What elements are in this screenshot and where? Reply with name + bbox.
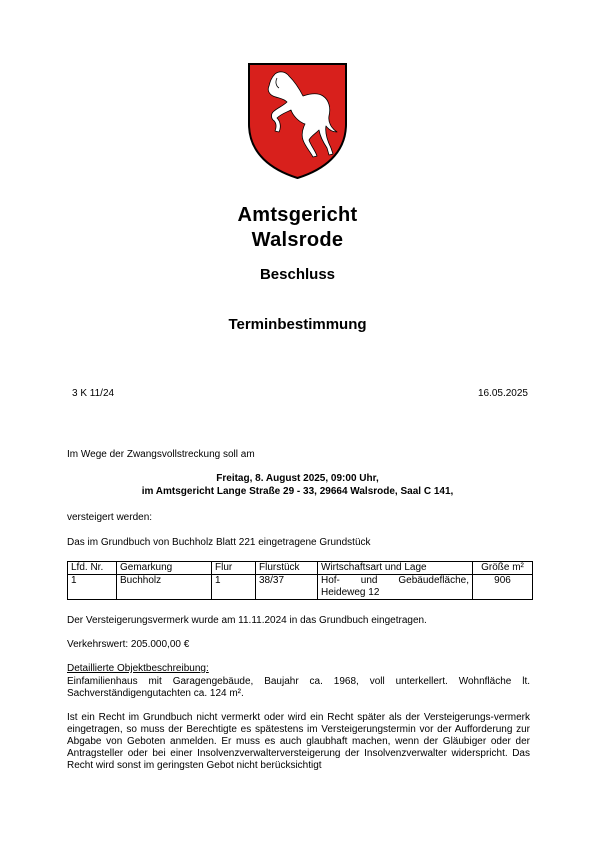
coat-of-arms-icon [247, 62, 348, 180]
court-name-line1: Amtsgericht [237, 204, 358, 226]
cell-wirtschaftsart-line1: Hof- und Gebäudefläche, [321, 575, 469, 586]
cell-wirtschaftsart-line2: Heideweg 12 [321, 587, 380, 598]
vermerk-text: Der Versteigerungsvermerk wurde am 11.11.2024 in das Grundbuch eingetragen. [67, 615, 427, 626]
table-header-row [68, 562, 533, 575]
column-header: Lfd. Nr. [68, 562, 117, 575]
rights-text: Ist ein Recht im Grundbuch nicht vermerkt oder wird ein Recht später als der Versteigerungs-vermerk eingetragen, so muss der Berechtigte es spätestens im Versteigerungstermin vor der Aufforderung zur Abgabe von Geboten anmelden. Er muss es auch glaubhaft machen, wenn der Gläubiger oder der Antragsteller oder bei einer Insolvenzverwalterversteigerung der Insolvenzverwalter widerspricht. Das Recht wird sonst im geringsten Gebot nicht berücksichtigt [67, 712, 530, 771]
property-table [67, 561, 533, 600]
column-header: Wirtschaftsart und Lage [318, 562, 473, 575]
file-number: 3 K 11/24 [72, 388, 115, 399]
column-header: Gemarkung [117, 562, 212, 575]
appointment-location: im Amtsgericht Lange Straße 29 - 33, 29664 Walsrode, Saal C 141, [141, 486, 454, 497]
court-name-line2: Walsrode [251, 229, 344, 251]
description-heading: Detaillierte Objektbeschreibung: [67, 663, 209, 674]
verkehrswert: Verkehrswert: 205.000,00 € [67, 639, 190, 650]
column-header: Größe m² [473, 562, 533, 575]
document-date: 16.05.2025 [477, 388, 528, 399]
table-row [68, 575, 533, 600]
cell-nr: 1 [68, 575, 117, 600]
description-text: Einfamilienhaus mit Garagengebäude, Baujahr ca. 1968, voll unterkellert. Wohnfläche lt. Sachverständigengutachten ca. 124 m². [67, 676, 530, 699]
appointment-date: Freitag, 8. August 2025, 09:00 Uhr, [216, 473, 379, 484]
cell-flur: 1 [212, 575, 256, 600]
cell-groesse: 906 [473, 575, 533, 600]
auction-text: versteigert werden: [67, 512, 153, 523]
register-text: Das im Grundbuch von Buchholz Blatt 221 eingetragene Grundstück [67, 537, 371, 548]
document-type: Beschluss [259, 266, 336, 283]
column-header: Flur [212, 562, 256, 575]
intro-text: Im Wege der Zwangsvollstreckung soll am [67, 449, 255, 460]
cell-gemarkung: Buchholz [117, 575, 212, 600]
cell-flurstueck: 38/37 [256, 575, 318, 600]
cell-wirtschaftsart [318, 575, 473, 600]
column-header: Flurstück [256, 562, 318, 575]
document-subject: Terminbestimmung [228, 316, 367, 333]
